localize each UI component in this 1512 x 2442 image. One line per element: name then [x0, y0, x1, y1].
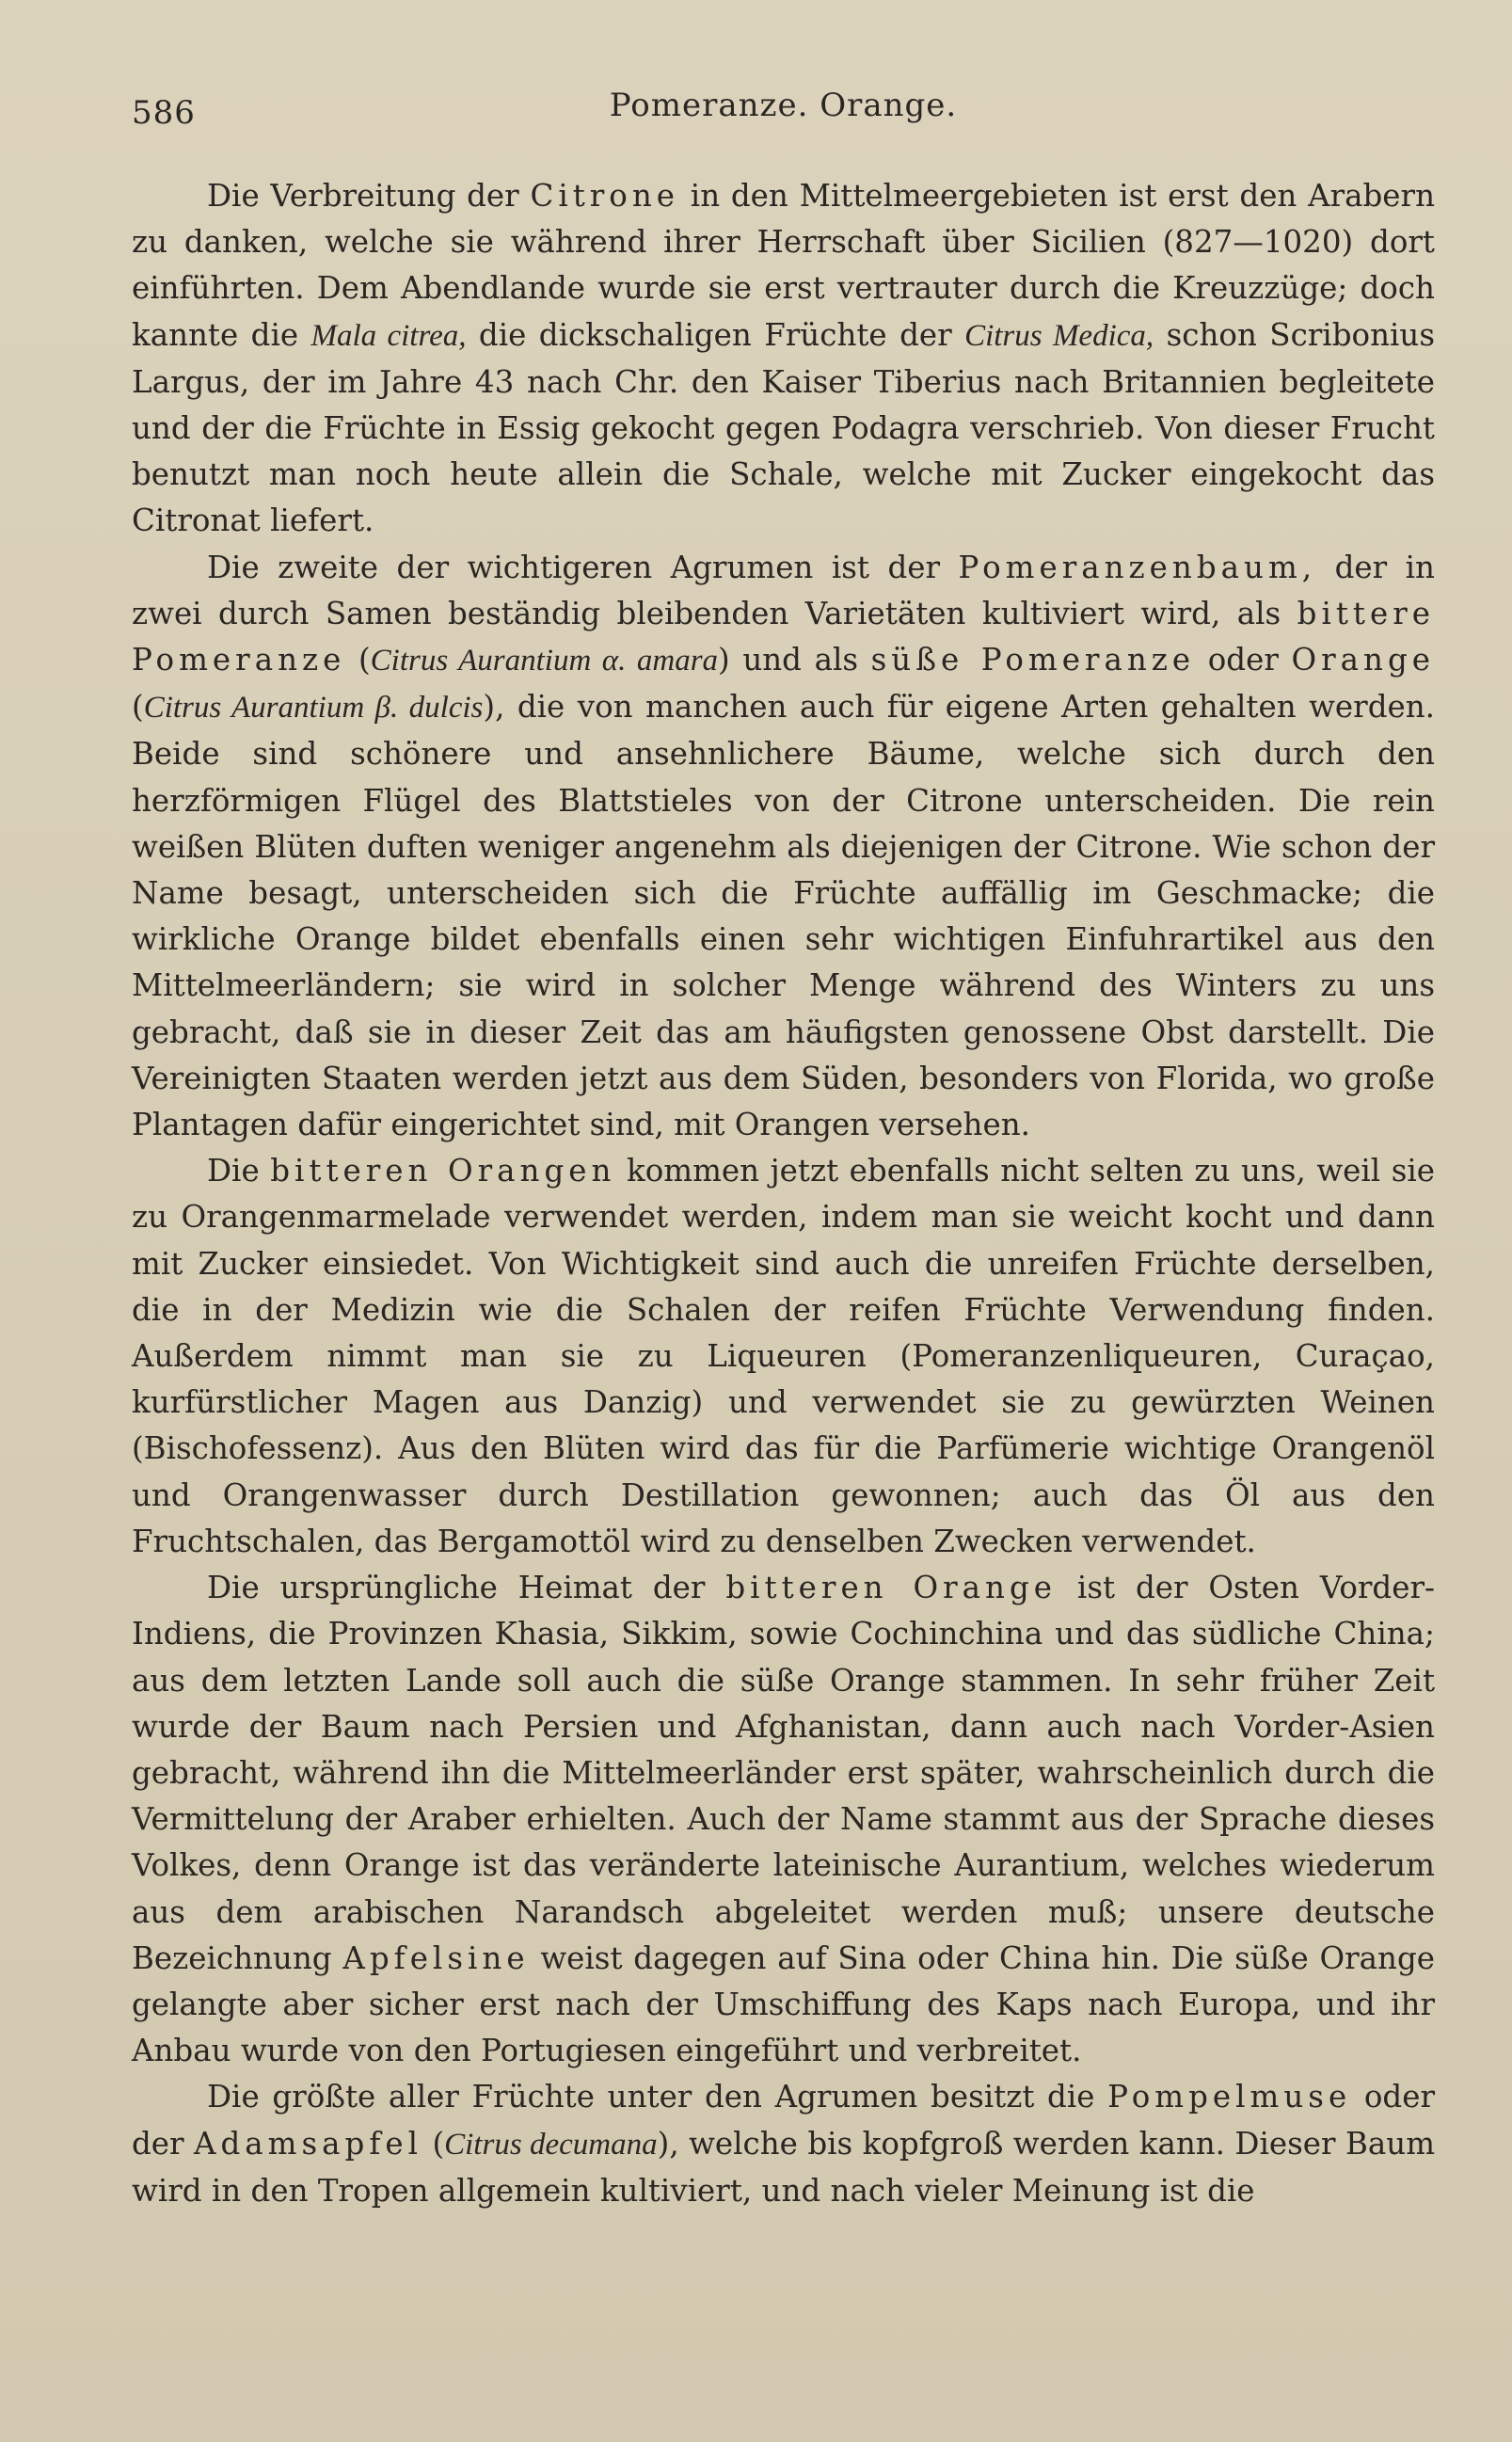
text-run: der in zwei durch Samen beständig bleibenden Varietäten kultiviert wird, als [132, 549, 1435, 631]
text-run: ( [422, 2125, 445, 2162]
text-run: ( [345, 642, 371, 678]
emphasized-term: Pomeranzenbaum, [958, 549, 1317, 585]
page-header [132, 87, 1435, 139]
text-run: ) und als [718, 642, 871, 678]
emphasized-term: Adamsapfel [194, 2125, 423, 2162]
latin-name: Mala citrea, [310, 318, 467, 353]
emphasized-term: bitteren Orange [725, 1570, 1058, 1606]
page-number: 586 [132, 94, 196, 132]
emphasized-term: bittere Pomeranze [132, 595, 1435, 678]
latin-name: Citrus Medica, [964, 318, 1154, 353]
paragraph [132, 173, 1435, 545]
text-run: Die zweite der wichtigeren Agrumen ist der [207, 549, 959, 585]
text-run: oder der [132, 2079, 1435, 2162]
text-run: ist der Osten VorderIndiens, die Provinzen Khasia, Sikkim, sowie Cochinchina und das südliche China; aus dem letzten Lande soll auch die süße Orange stammen. In sehr früher Zeit wurde der Baum nach Persien und Afghanistan, dann auch nach Vorder-Asien gebracht, während ihn die Mittelmeerländer erst später, wahrscheinlich durch die Vermittelung der Araber erhielten. Auch der Name stammt aus der Sprache dieses Volkes, denn Orange ist das veränderte lateinische Aurantium, welches wiederum aus dem arabischen Narandsch abgeleitet werden muß; unsere deutsche Bezeichnung [132, 1570, 1435, 1976]
text-run: schon Scribonius Largus, der im Jahre 43 nach Chr. den Kaiser Tiberius nach Britannien begleitete und der die Früchte in Essig gekocht gegen Podagra verschrieb. Von dieser Frucht benutzt man noch heute allein die Schale, welche mit Zucker eingekocht das Citronat liefert. [132, 316, 1436, 539]
text-run: ), welche bis kopfgroß werden kann. Dieser Baum wird in den Tropen allgemein kultiviert, und nach vieler Meinung ist die [132, 2125, 1436, 2209]
text-run: weist dagegen auf Sina oder China hin. Die süße Orange gelangte aber sicher erst nach der Umschiffung des Kaps nach Europa, und ihr Anbau wurde von den Portugiesen eingeführt und verbreitet. [132, 1939, 1435, 2069]
text-run: Die Verbreitung der [207, 178, 531, 214]
emphasized-term: süße Pomeranze [870, 642, 1196, 678]
text-run: Die größte aller Früchte unter den Agrumen besitzt die [207, 2079, 1108, 2115]
text-run: ( [132, 689, 144, 726]
latin-name: Citrus Aurantium β. dulcis [143, 691, 484, 726]
text-run: Die [207, 1153, 271, 1189]
emphasized-term: Apfelsine [342, 1939, 530, 1976]
emphasized-term: bitteren Orangen [270, 1153, 616, 1189]
emphasized-term: Citrone [530, 178, 680, 214]
paragraph [132, 1148, 1435, 1565]
text-run: kommen jetzt ebenfalls nicht selten zu uns, weil sie zu Orangenmarmelade verwendet werden, indem man sie weicht kocht und dann mit Zucker einsiedet. Von Wichtigkeit sind auch die unreifen Früchte derselben, die in der Medizin wie die Schalen der reifen Früchte Verwendung finden. Außerdem nimmt man sie zu Liqueuren (Pomeranzenliqueuren, Curaçao, kurfürstlicher Magen aus Danzig) und verwendet sie zu gewürzten Weinen (Bischofessenz). Aus den Blüten wird das für die Parfümerie wichtige Orangenöl und Orangenwasser durch Destillation gewonnen; auch das Öl aus den Fruchtschalen, das Bergamottöl wird zu denselben Zwecken verwendet. [132, 1153, 1436, 1559]
latin-name: Citrus decumana [444, 2127, 658, 2162]
text-run: ), die von manchen auch für eigene Arten gehalten werden. Beide sind schönere und ansehnlichere Bäume, welche sich durch den herzförmigen Flügel des Blattstieles von der Citrone unterscheiden. Die rein weißen Blüten duften weniger angenehm als diejenigen der Citrone. Wie schon der Name besagt, unterscheiden sich die Früchte auffällig im Geschmacke; die wirkliche Orange bildet ebenfalls einen sehr wichtigen Einfuhrartikel aus den Mittelmeerländern; sie wird in solcher Menge während des Winters zu uns gebracht, daß sie in dieser Zeit das am häufigsten genossene Obst darstellt. Die Vereinigten Staaten werden jetzt aus dem Süden, besonders von Florida, wo große Plantagen dafür eingerichtet sind, mit Orangen versehen. [132, 689, 1435, 1143]
latin-name: Citrus Aurantium α. amara [370, 644, 719, 678]
text-run: in den Mittelmeergebieten ist erst den Arabern zu danken, welche sie während ihrer Herrschaft über Sicilien (827—1020) dort einführten. Dem Abendlande wurde sie erst vertrauter durch die Kreuzzüge; doch kannte die [132, 178, 1436, 353]
paragraph [132, 1565, 1435, 2074]
emphasized-term: Pompelmuse [1107, 2079, 1352, 2115]
text-run: Die ursprüngliche Heimat der [207, 1570, 726, 1606]
text-run: oder [1195, 642, 1292, 678]
paragraph [132, 2074, 1435, 2214]
text-run: die dickschaligen Früchte der [466, 316, 965, 353]
emphasized-term: Orange [1291, 642, 1435, 678]
running-head: Pomeranze. Orange. [609, 87, 958, 124]
body-text [132, 173, 1435, 2214]
paragraph [132, 545, 1435, 1149]
